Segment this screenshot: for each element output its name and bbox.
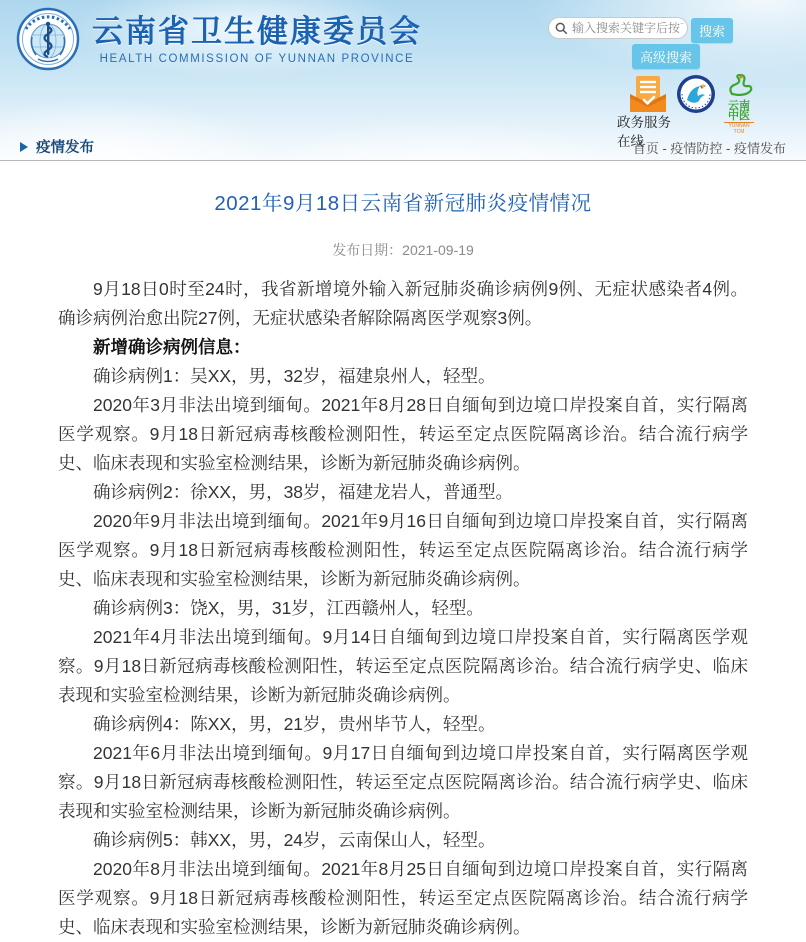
gov-services-envelope-icon[interactable] <box>628 76 668 114</box>
breadcrumb-epidemic-release[interactable]: 疫情发布 <box>733 141 786 156</box>
nav-row <box>0 136 806 156</box>
tcm-logo-subtext: YUNNAN TCM <box>724 122 754 135</box>
paragraph-case3-header: 确诊病例3：饶X，男，31岁，江西赣州人，轻型。 <box>93 598 484 618</box>
gov-services-caption: 政务服务在线 <box>617 115 671 149</box>
breadcrumb-epidemic-control[interactable]: 疫情防控 <box>670 141 723 156</box>
article-body <box>58 275 748 942</box>
site-logo[interactable] <box>16 7 422 71</box>
article <box>0 186 806 942</box>
paragraph-case3-detail: 2021年4月非法出境到缅甸。9月14日自缅甸到边境口岸投案自首，实行隔离医学观察。9月18日新冠病毒核酸检测阳性，转运至定点医院隔离诊治。结合流行病学史、临床表现和实验室检测结果，诊断为新冠肺炎确诊病例。 <box>58 627 748 705</box>
paragraph-section-heading: 新增确诊病例信息： <box>93 337 251 357</box>
round-bird-badge-icon[interactable] <box>676 74 716 114</box>
article-title: 2021年9月18日云南省新冠肺炎疫情情况 <box>214 192 592 215</box>
paragraph-case2-detail: 2020年9月非法出境到缅甸。2021年9月16日自缅甸到边境口岸投案自首，实行隔离医学观察。9月18日新冠病毒核酸检测阳性，转运至定点医院隔离诊治。结合流行病学史、临床表现和实验室检测结果，诊断为新冠肺炎确诊病例。 <box>58 511 748 589</box>
site-header <box>0 0 806 161</box>
paragraph-case5-detail: 2020年8月非法出境到缅甸。2021年8月25日自缅甸到边境口岸投案自首，实行隔离医学观察。9月18日新冠病毒核酸检测阳性，转运至定点医院隔离诊治。结合流行病学史、临床表现和实验室检测结果，诊断为新冠肺炎确诊病例。 <box>58 859 748 937</box>
paragraph-case4-detail: 2021年6月非法出境到缅甸。9月17日自缅甸到边境口岸投案自首，实行隔离医学观察。9月18日新冠病毒核酸检测阳性，转运至定点医院隔离诊治。结合流行病学史、临床表现和实验室检测结果，诊断为新冠肺炎确诊病例。 <box>58 743 748 821</box>
site-name-en: HEALTH COMMISSION OF YUNNAN PROVINCE <box>99 52 415 65</box>
search-box[interactable] <box>548 17 688 39</box>
publish-date: 发布日期：2021-09-19 <box>332 242 474 258</box>
breadcrumb-separator: - <box>658 141 671 156</box>
paragraph-summary: 9月18日0时至24时，我省新增境外输入新冠肺炎确诊病例9例、无症状感染者4例。确诊病例治愈出院27例，无症状感染者解除隔离医学观察3例。 <box>58 279 748 328</box>
site-name-cn: 云南省卫生健康委员会 <box>92 13 422 49</box>
tcm-swan-icon <box>724 74 754 96</box>
nav-tab-label: 疫情发布 <box>36 140 94 156</box>
site-titles <box>92 14 422 65</box>
search-icon <box>555 22 568 35</box>
paragraph-case2-header: 确诊病例2：徐XX，男，38岁，福建龙岩人，普通型。 <box>93 482 514 502</box>
search-button[interactable]: 搜索 <box>691 18 733 43</box>
paragraph-case1-detail: 2020年3月非法出境到缅甸。2021年8月28日自缅甸到边境口岸投案自首，实行隔离医学观察。9月18日新冠病毒核酸检测阳性，转运至定点医院隔离诊治。结合流行病学史、临床表现和实验室检测结果，诊断为新冠肺炎确诊病例。 <box>58 395 748 473</box>
search-input[interactable] <box>572 21 684 35</box>
triangle-right-icon <box>20 142 28 152</box>
paragraph-case5-header: 确诊病例5：韩XX，男，24岁，云南保山人，轻型。 <box>93 830 496 850</box>
advanced-search-button[interactable]: 高级搜索 <box>632 44 700 69</box>
breadcrumb-separator: - <box>722 141 734 156</box>
breadcrumb-home[interactable]: 首页 <box>632 141 659 156</box>
tcm-logo[interactable] <box>724 74 754 135</box>
paragraph-case4-header: 确诊病例4：陈XX，男，21岁，贵州毕节人，轻型。 <box>93 714 496 734</box>
health-commission-emblem <box>16 7 80 71</box>
paragraph-case1-header: 确诊病例1：吴XX，男，32岁，福建泉州人，轻型。 <box>93 366 496 386</box>
nav-tab-epidemic-release[interactable] <box>20 136 94 157</box>
breadcrumb[interactable] <box>633 138 786 157</box>
tcm-logo-text: 云南中医 <box>728 100 750 122</box>
